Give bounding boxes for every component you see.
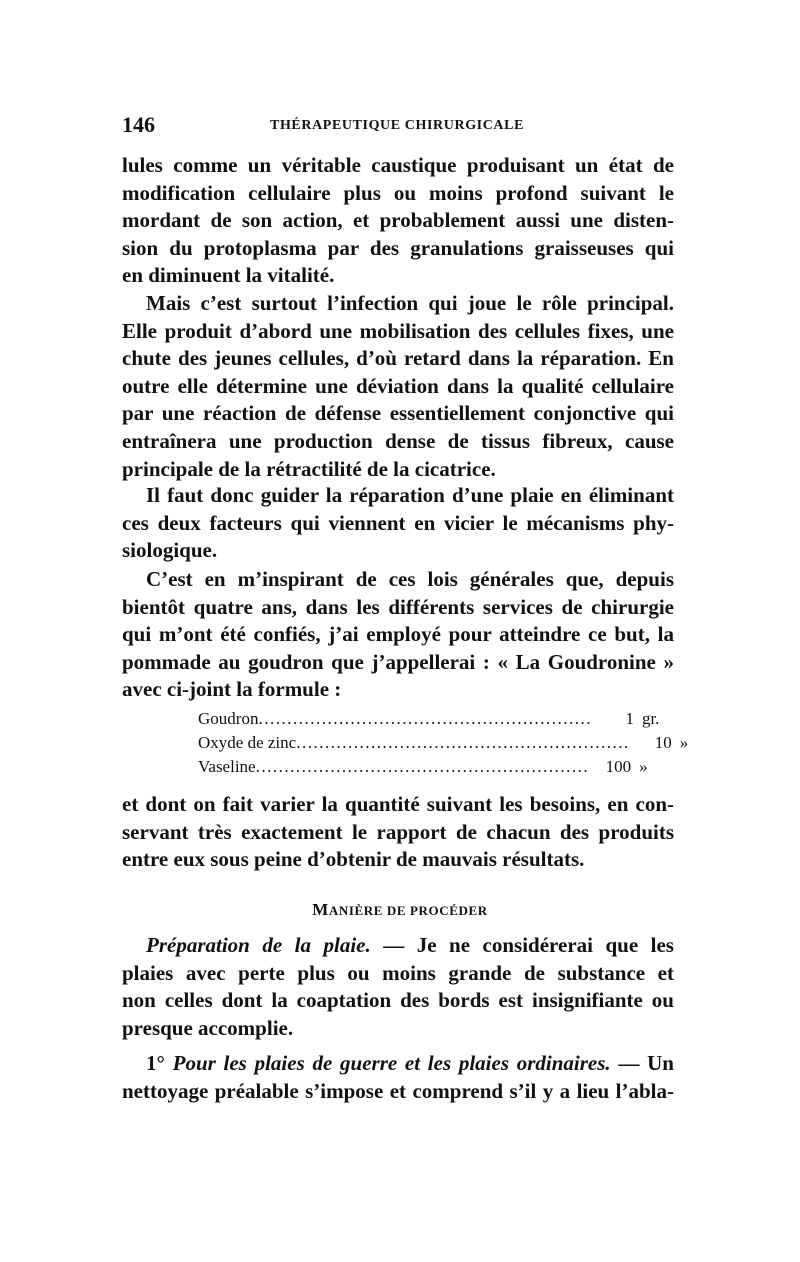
text-line: plaies avec perte plus ou moins grande de substance et: [122, 960, 674, 985]
ingredient-name: Vaseline: [198, 757, 256, 776]
formula-table: [198, 707, 689, 779]
ingredient-unit: »: [679, 733, 689, 752]
text-line: nettoyage préalable s’impose et comprend s’il y a lieu l’abla-: [122, 1078, 674, 1103]
text-line: outre elle détermine une déviation dans la qualité cellulaire: [122, 373, 674, 398]
text-line: entre eux sous peine d’obtenir de mauvais résultats.: [122, 847, 585, 872]
paragraph: [122, 152, 674, 290]
leader-dots: ..........................................................: [296, 733, 630, 752]
ingredient-quantity: 100: [605, 757, 632, 776]
paragraph: [122, 290, 674, 483]
text-line: non celles dont la coaptation des bords est insignifiante ou: [122, 988, 674, 1013]
text-line: sion du protoplasma par des granulations graisseuses qui: [122, 235, 674, 260]
formula-row: [198, 707, 660, 731]
ingredient-unit: gr.: [641, 709, 660, 728]
text-line: et dont on fait varier la quantité suivant les besoins, en con-: [122, 792, 674, 816]
page-number: 146: [122, 112, 155, 137]
text-line: siologique.: [122, 538, 218, 563]
text-line: lules comme un véritable caustique produisant un état de: [122, 153, 674, 177]
text-line: bientôt quatre ans, dans les différents services de chirurgie: [122, 594, 674, 619]
section-heading: [0, 900, 800, 920]
ingredient-name: Goudron: [198, 709, 259, 728]
text-line: chute des jeunes cellules, d’où retard dans la réparation. En: [122, 346, 674, 371]
text-line: qui m’ont été confiés, j’ai employé pour atteindre ce but, la: [122, 622, 674, 647]
ingredient-name: Oxyde de zinc: [198, 733, 297, 752]
paragraph: [122, 566, 674, 704]
text-line: par une réaction de défense essentiellement conjonctive qui: [122, 401, 674, 426]
text-line: [122, 1050, 674, 1078]
text-line: servant très exactement le rapport de chacun des produits: [122, 819, 674, 844]
text-line: presque accomplie.: [122, 1015, 294, 1040]
italic-lead: Pour les plaies de guerre et les plaies ordinaires.: [172, 1051, 611, 1075]
page-header: [122, 112, 674, 142]
section-heading-rest: ANIÈRE DE PROCÉDER: [328, 903, 488, 918]
text-line: Mais c’est surtout l’infection qui joue le rôle principal.: [146, 291, 674, 315]
list-number: 1°: [146, 1051, 173, 1075]
text-line: mordant de son action, et probablement aussi une disten-: [122, 208, 674, 233]
line-rest: — Je ne considérerai que les: [370, 933, 674, 957]
paragraph: [122, 932, 674, 1042]
paragraph: [122, 482, 674, 565]
text-line: principale de la rétractilité de la cicatrice.: [122, 456, 496, 481]
text-line: Elle produit d’abord une mobilisation des cellules fixes, une: [122, 318, 674, 343]
leader-dots: ..........................................................: [258, 709, 592, 728]
text-line: ces deux facteurs qui viennent en vicier le mécanisms phy-: [122, 510, 674, 535]
paragraph: [122, 1050, 674, 1105]
ingredient-quantity: 10: [654, 733, 672, 752]
formula-row: [198, 755, 648, 779]
formula-row: [198, 731, 689, 755]
text-line: en diminuent la vitalité.: [122, 263, 335, 288]
text-line: entraînera une production dense de tissus fibreux, cause: [122, 428, 674, 453]
ingredient-quantity: 1: [625, 709, 634, 728]
running-title: THÉRAPEUTIQUE CHIRURGICALE: [270, 118, 525, 133]
paragraph: [122, 791, 674, 874]
italic-lead: Préparation de la plaie.: [146, 933, 371, 957]
line-rest: — Un: [610, 1051, 674, 1075]
text-line: Il faut donc guider la réparation d’une plaie en éliminant: [146, 483, 674, 507]
ingredient-unit: »: [639, 757, 648, 776]
text-line: modification cellulaire plus ou moins profond suivant le: [122, 180, 674, 205]
leader-dots: ..........................................................: [255, 757, 590, 776]
section-heading-initial: M: [312, 900, 329, 919]
text-line: C’est en m’inspirant de ces lois générales que, depuis: [146, 567, 674, 591]
text-line: avec ci-joint la formule :: [122, 677, 342, 702]
text-line: [122, 932, 674, 960]
text-line: pommade au goudron que j’appellerai : « La Goudronine »: [122, 649, 674, 674]
